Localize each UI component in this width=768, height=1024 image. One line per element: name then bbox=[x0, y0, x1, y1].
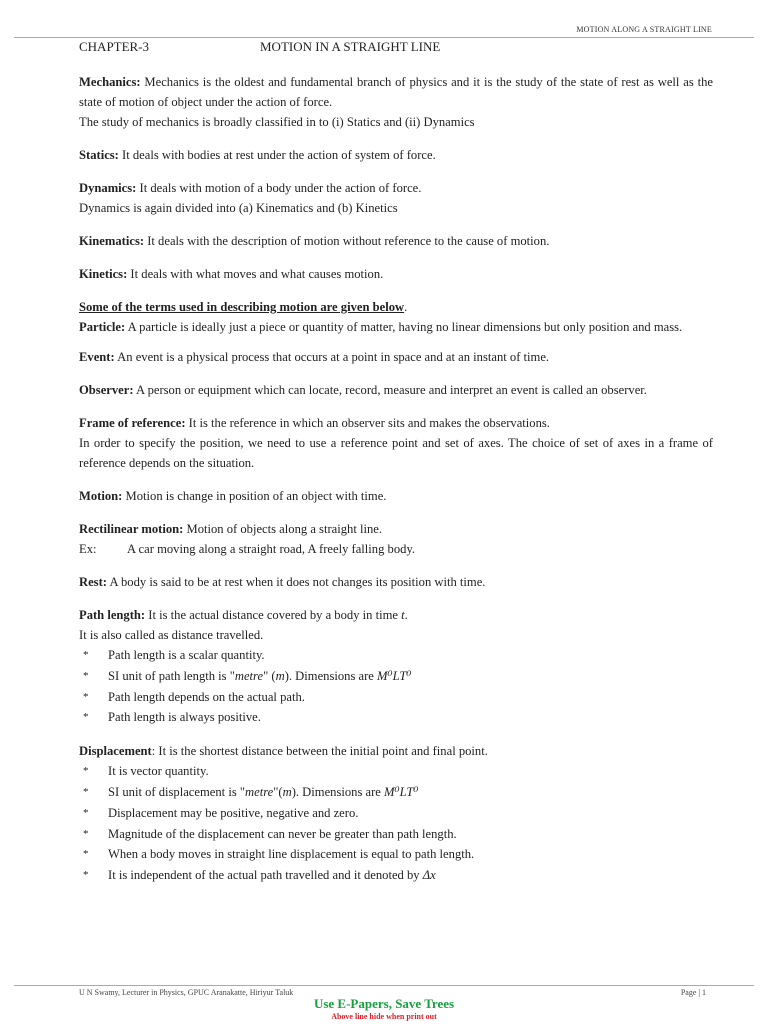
displacement-paragraph bbox=[79, 741, 713, 761]
list-item-text: It is vector quantity. bbox=[108, 764, 209, 779]
path-length-list bbox=[79, 645, 713, 728]
particle-text: A particle is ideally just a piece or quantity of matter, having no linear dimensions but only position and mass. bbox=[127, 320, 683, 334]
list-item bbox=[79, 707, 713, 728]
list-item bbox=[79, 666, 713, 687]
terms-heading-period: . bbox=[404, 300, 408, 314]
dynamics-division: Dynamics is again divided into (a) Kinematics and (b) Kinetics bbox=[79, 201, 398, 215]
list-item-text: ). Dimensions are bbox=[291, 784, 385, 799]
kinetics-term: Kinetics: bbox=[79, 267, 128, 281]
list-item-text: It is independent of the actual path travelled and it denoted by bbox=[108, 868, 423, 883]
displacement-list bbox=[79, 761, 713, 886]
frame-term: Frame of reference: bbox=[79, 416, 186, 430]
displacement-text: : It is the shortest distance between the initial point and final point. bbox=[151, 744, 488, 759]
bullet-glyph: * bbox=[83, 649, 89, 661]
rest-paragraph bbox=[79, 572, 713, 592]
rectilinear-term: Rectilinear motion: bbox=[79, 522, 184, 536]
motion-section bbox=[79, 486, 713, 506]
bullet-glyph: * bbox=[83, 765, 89, 778]
chapter-title: MOTION IN A STRAIGHT LINE bbox=[260, 39, 441, 54]
list-item bbox=[79, 761, 713, 782]
path-length-section bbox=[79, 605, 713, 728]
event-term: Event: bbox=[79, 350, 115, 364]
observer-text: A person or equipment which can locate, record, measure and interpret an event is called an observer. bbox=[136, 383, 647, 397]
list-item-text: Path length is a scalar quantity. bbox=[108, 648, 265, 662]
bullet-glyph: * bbox=[83, 869, 89, 882]
list-item-text: "( bbox=[273, 784, 283, 799]
displacement-section bbox=[79, 741, 713, 886]
kinetics-paragraph bbox=[79, 264, 713, 284]
statics-paragraph bbox=[79, 145, 713, 165]
example-text: A car moving along a straight road, A freely falling body. bbox=[127, 542, 416, 556]
rest-text: A body is said to be at rest when it does not changes its position with time. bbox=[106, 575, 486, 589]
kinematics-text: It deals with the description of motion without reference to the cause of motion. bbox=[147, 234, 550, 248]
bullet-glyph: * bbox=[83, 848, 89, 861]
rectilinear-section bbox=[79, 519, 713, 559]
bullet-glyph: * bbox=[83, 669, 89, 682]
terms-heading: Some of the terms used in describing motion are given below bbox=[79, 300, 405, 314]
list-item bbox=[79, 645, 713, 666]
chapter-number: CHAPTER-3 bbox=[79, 39, 150, 54]
event-paragraph bbox=[79, 347, 713, 367]
displacement-term: Displacement bbox=[79, 744, 152, 759]
kinematics-term: Kinematics: bbox=[79, 234, 145, 248]
list-item-text: Displacement may be positive, negative and zero. bbox=[108, 805, 359, 820]
displacement-symbol: Δx bbox=[422, 868, 436, 883]
dynamics-section bbox=[79, 178, 713, 218]
page-number: Page | 1 bbox=[680, 988, 706, 997]
list-item bbox=[79, 687, 713, 708]
frame-section bbox=[79, 413, 713, 473]
path-length-alias: It is also called as distance travelled. bbox=[79, 628, 264, 642]
header-rule bbox=[14, 37, 754, 38]
terms-heading-line bbox=[79, 297, 713, 317]
kinematics-section bbox=[79, 231, 713, 251]
list-item bbox=[79, 824, 713, 845]
event-section bbox=[79, 347, 713, 367]
footer-rule bbox=[14, 985, 754, 986]
bullet-glyph: * bbox=[83, 711, 89, 724]
bullet-glyph: * bbox=[83, 690, 89, 703]
frame-detail: In order to specify the position, we need to use a reference point and set of axes. The choice of set of axes in a frame of reference depends on the situation. bbox=[79, 436, 713, 470]
list-item-text: SI unit of displacement is " bbox=[108, 784, 246, 799]
observer-paragraph bbox=[79, 380, 713, 400]
unit-symbol: m bbox=[275, 668, 285, 683]
eco-message: Use E-Papers, Save Trees bbox=[313, 996, 455, 1011]
terms-section bbox=[79, 297, 713, 337]
motion-term: Motion: bbox=[79, 489, 123, 503]
time-variable: t bbox=[401, 608, 405, 622]
motion-text: Motion is change in position of an object with time. bbox=[122, 489, 387, 503]
bullet-glyph: * bbox=[83, 827, 89, 840]
list-item bbox=[79, 803, 713, 824]
list-item-text: " ( bbox=[263, 668, 276, 683]
list-item bbox=[79, 844, 713, 865]
unit-symbol: m bbox=[282, 784, 292, 799]
kinetics-text: It deals with what moves and what causes motion. bbox=[127, 267, 384, 281]
list-item bbox=[79, 782, 713, 803]
statics-term: Statics: bbox=[79, 148, 119, 162]
dimension-formula: M⁰LT⁰ bbox=[384, 784, 419, 799]
observer-term: Observer: bbox=[79, 383, 134, 397]
event-text: An event is a physical process that occurs at a point in space and at an instant of time. bbox=[117, 350, 550, 364]
mechanics-section bbox=[79, 72, 713, 132]
statics-section bbox=[79, 145, 713, 165]
path-length-term: Path length: bbox=[79, 608, 146, 622]
path-length-text: It is the actual distance covered by a body in time bbox=[148, 608, 402, 622]
list-item-text: Magnitude of the displacement can never be greater than path length. bbox=[108, 826, 457, 841]
motion-paragraph bbox=[79, 486, 713, 506]
rest-term: Rest: bbox=[79, 575, 107, 589]
unit-word: metre bbox=[245, 784, 274, 799]
running-head: MOTION ALONG A STRAIGHT LINE bbox=[576, 25, 712, 34]
mechanics-paragraph bbox=[79, 72, 713, 112]
particle-term: Particle: bbox=[79, 320, 126, 334]
rest-section bbox=[79, 572, 713, 592]
footer-author: U N Swamy, Lecturer in Physics, GPUC Aranakatte, Hiriyur Taluk bbox=[79, 988, 294, 997]
statics-text: It deals with bodies at rest under the action of system of force. bbox=[118, 148, 436, 162]
list-item bbox=[79, 865, 713, 886]
page-content bbox=[79, 72, 713, 886]
eco-note: Above line hide when print out bbox=[331, 1012, 437, 1021]
dimension-formula: M⁰LT⁰ bbox=[377, 668, 412, 683]
observer-section bbox=[79, 380, 713, 400]
example-label: Ex: bbox=[79, 542, 97, 556]
bullet-glyph: * bbox=[83, 785, 89, 798]
list-item-text: Path length is always positive. bbox=[108, 710, 261, 725]
mechanics-text: Mechanics is the oldest and fundamental branch of physics and it is the study of the state of rest as well as the state of motion of object under the action of force. bbox=[79, 75, 713, 109]
rectilinear-text: Motion of objects along a straight line. bbox=[183, 522, 383, 536]
dynamics-paragraph bbox=[79, 178, 713, 198]
mechanics-classification: The study of mechanics is broadly classified in to (i) Statics and (ii) Dynamics bbox=[79, 115, 475, 129]
list-item-text: Path length depends on the actual path. bbox=[108, 689, 305, 704]
list-item-text: SI unit of path length is " bbox=[108, 668, 235, 683]
dynamics-text: It deals with motion of a body under the action of force. bbox=[139, 181, 422, 195]
path-length-paragraph bbox=[79, 605, 713, 625]
mechanics-term: Mechanics: bbox=[79, 75, 141, 89]
bullet-glyph: * bbox=[83, 806, 89, 819]
unit-word: metre bbox=[234, 668, 264, 683]
chapter-line bbox=[79, 39, 440, 55]
path-length-period: . bbox=[404, 608, 408, 622]
frame-text: It is the reference in which an observer sits and makes the observations. bbox=[188, 416, 550, 430]
rectilinear-example bbox=[79, 539, 713, 559]
rectilinear-paragraph bbox=[79, 519, 713, 539]
frame-paragraph bbox=[79, 413, 713, 433]
kinematics-paragraph bbox=[79, 231, 713, 251]
particle-paragraph bbox=[79, 317, 713, 337]
list-item-text: When a body moves in straight line displacement is equal to path length. bbox=[108, 847, 475, 862]
kinetics-section bbox=[79, 264, 713, 284]
list-item-text: ). Dimensions are bbox=[284, 668, 378, 683]
dynamics-term: Dynamics: bbox=[79, 181, 137, 195]
